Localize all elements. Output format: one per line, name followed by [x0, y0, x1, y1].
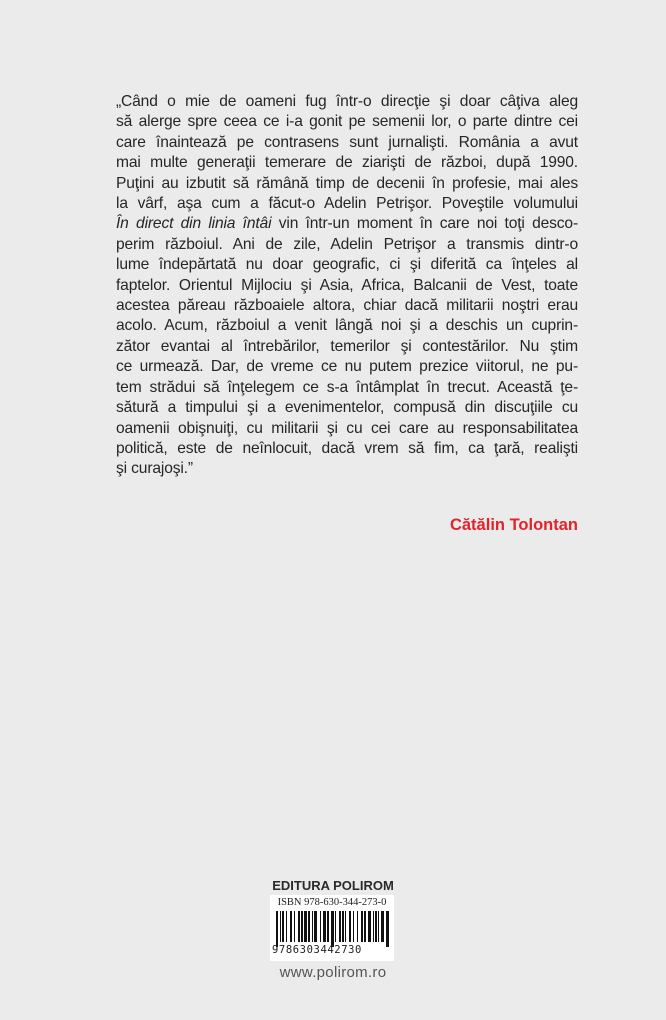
blurb-line: „Când o mie de oameni fug într-o direcţie şi doar câţiva aleg: [116, 93, 578, 110]
blurb-line: Puţini au izbutit să rămână timp de decenii în profesie, mai ales: [116, 174, 578, 192]
publisher-name: EDITURA POLIROM: [272, 878, 394, 893]
blurb-line: [116, 214, 578, 234]
barcode-bar: [349, 911, 351, 942]
barcode-bar: [342, 911, 344, 942]
barcode-bar: [368, 911, 371, 942]
barcode-bar: [353, 911, 354, 942]
barcode-bar: [312, 911, 313, 942]
barcode-bar: [298, 911, 300, 942]
blurb-line: sătură a timpului şi a evenimentelor, compusă din discuţiile cu: [116, 399, 578, 417]
barcode-bar: [286, 911, 287, 942]
barcode-bar: [301, 911, 303, 942]
blurb-text: vin într-un moment în care noi toţi desco-: [271, 215, 578, 233]
barcode-bar: [345, 911, 346, 942]
blurb-line: care înaintează pe contrasens sunt jurnalişti. România a avut: [116, 133, 578, 151]
barcode-bar: [373, 911, 374, 942]
barcode-bar: [331, 911, 334, 947]
blurb-line: oamenii obişnuiţi, cu militarii şi cu cei care au responsabilitatea: [116, 419, 578, 437]
blurb-line: să alerge spre ceea ce i-a gonit pe semenii lor, o parte dintre cei: [116, 113, 578, 131]
barcode-bar: [290, 911, 292, 942]
barcode-bar: [282, 911, 284, 942]
blurb-line: perim războiul. Ani de zile, Adelin Petrişor a transmis dintr-o: [116, 235, 578, 253]
blurb-line: mai multe generaţii temerare de ziarişti de război, după 1990.: [116, 154, 578, 172]
quote-author: Cătălin Tolontan: [449, 516, 578, 534]
blurb-line: lume îndepărtată nu doar geografic, ci şi diferită ca înţeles al: [116, 256, 578, 274]
barcode-bar: [364, 911, 366, 942]
barcode-bar: [381, 911, 384, 942]
blurb-line: tem strădui să înţelegem ce s-a întâmplat în trecut. Această ţe-: [116, 378, 578, 396]
blurb-line: ce urmează. Dar, de vreme ce nu putem prezice viitorul, ne pu-: [116, 358, 578, 376]
blurb-line: şi curajoşi.”: [116, 460, 193, 478]
barcode-bar: [304, 911, 307, 942]
barcode-bar: [280, 911, 281, 942]
blurb-line: la vârf, aşa cum a făcut-o Adelin Petrişor. Poveştile volumului: [116, 195, 578, 213]
barcode-bar: [339, 911, 341, 942]
barcode-bars: [276, 911, 390, 947]
barcode-bar: [308, 911, 310, 942]
blurb-line: faptelor. Orientul Mijlociu şi Asia, Africa, Balcanii de Vest, toate: [116, 276, 578, 294]
back-cover-blurb: [116, 92, 578, 480]
blurb-line: acolo. Acum, războiul a venit lângă noi şi a deschis un cuprin-: [116, 317, 578, 335]
blurb-line: zător evantai al întrebărilor, temerilor şi contestărilor. Nu ştim: [116, 337, 578, 355]
barcode-bar: [294, 911, 295, 942]
barcode-bar: [357, 911, 358, 942]
barcode-bar: [314, 911, 317, 942]
barcode-bar: [375, 911, 377, 942]
barcode-bar: [361, 911, 363, 942]
barcode-bar: [386, 911, 389, 947]
barcode-bar: [323, 911, 326, 942]
barcode-bar: [378, 911, 379, 942]
publisher-website: www.polirom.ro: [279, 964, 387, 981]
barcode-bar: [320, 911, 321, 942]
barcode-bar: [327, 911, 329, 942]
blurb-line: politică, este de neînlocuit, dacă vrem să fim, ca ţară, realişti: [116, 439, 578, 457]
barcode-digits: 9786303442730: [272, 944, 362, 956]
isbn-barcode: [270, 895, 394, 961]
barcode-bar: [276, 911, 278, 947]
book-title: În direct din linia întâi: [116, 215, 272, 233]
blurb-line: acestea păreau războaiele altora, chiar dacă militarii noştri erau: [116, 297, 578, 315]
isbn-text: ISBN 978-630-344-273-0: [277, 897, 387, 908]
barcode-bar: [335, 911, 336, 942]
